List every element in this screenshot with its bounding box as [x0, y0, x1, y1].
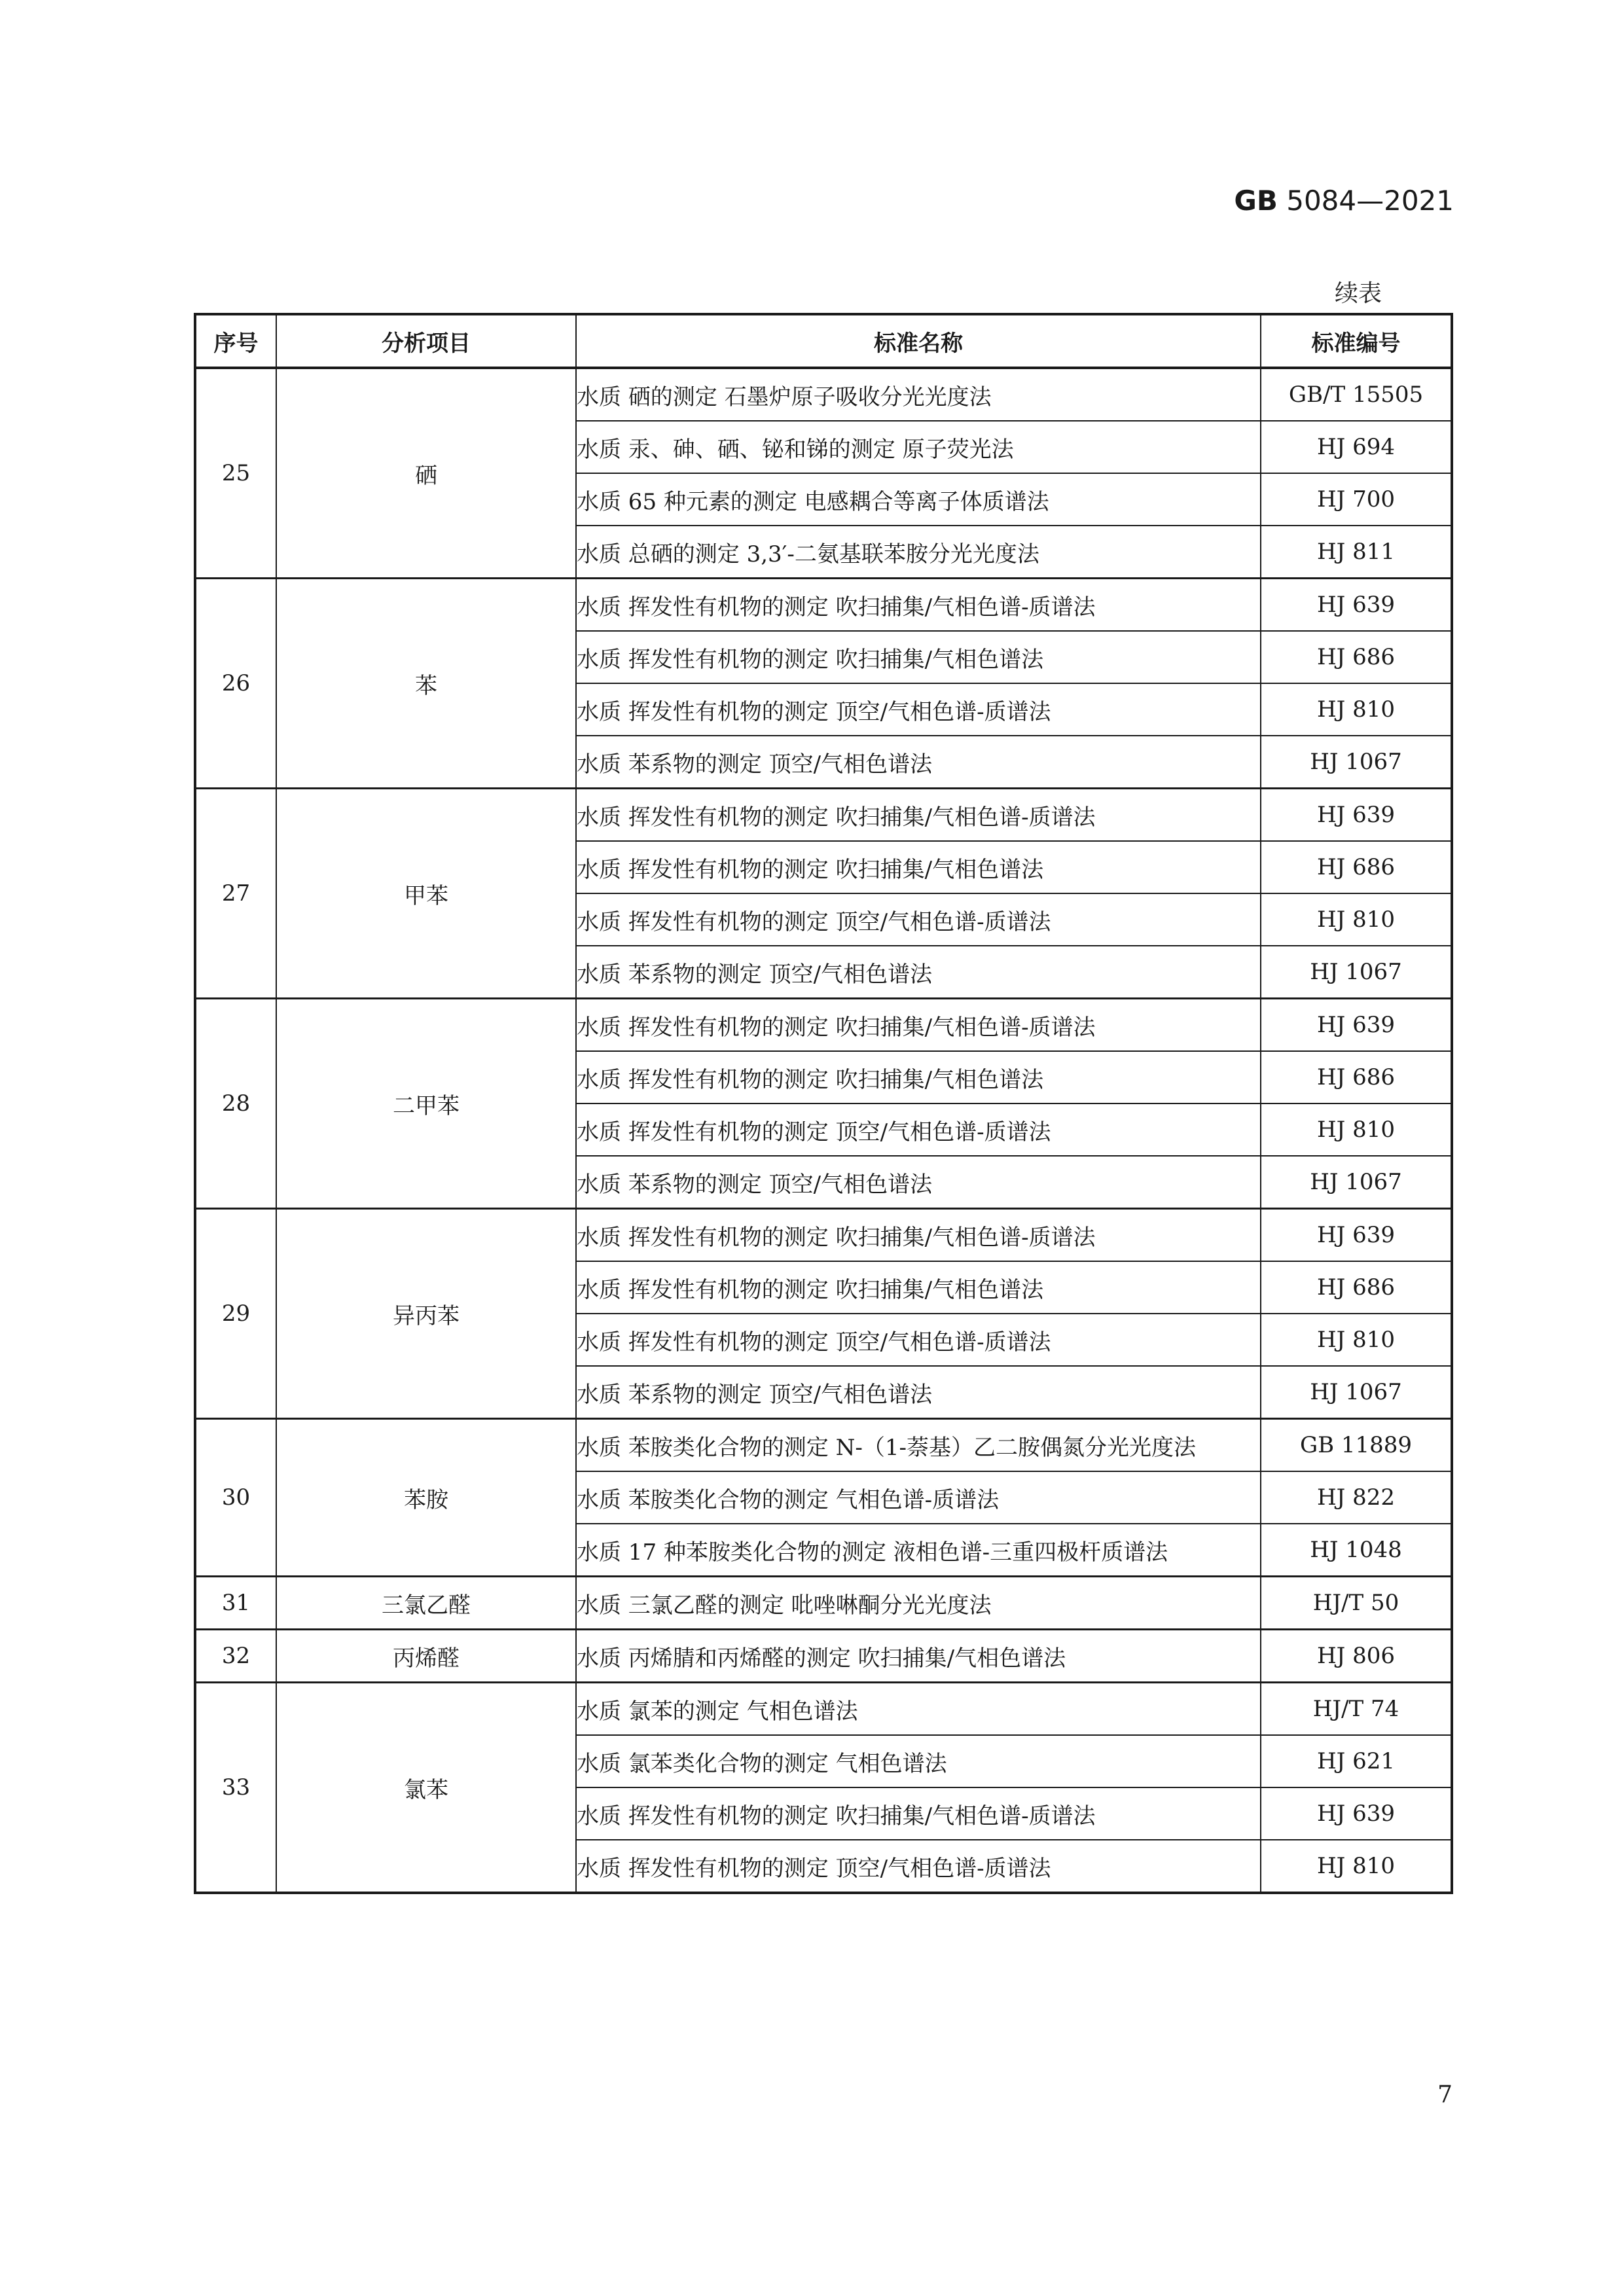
table-group — [195, 368, 1452, 579]
cell-standard-code: HJ 1067 — [1261, 1366, 1452, 1419]
cell-seq: 30 — [195, 1419, 276, 1577]
standard-prefix: GB — [1234, 185, 1278, 217]
cell-standard-name: 水质 氯苯的测定 气相色谱法 — [576, 1683, 1261, 1736]
table-row — [195, 579, 1452, 632]
cell-standard-code: HJ 1067 — [1261, 946, 1452, 999]
cell-analysis-item: 硒 — [276, 368, 576, 579]
cell-analysis-item: 异丙苯 — [276, 1209, 576, 1419]
cell-seq: 32 — [195, 1630, 276, 1683]
cell-analysis-item: 丙烯醛 — [276, 1630, 576, 1683]
cell-standard-name: 水质 苯胺类化合物的测定 N-（1-萘基）乙二胺偶氮分光光度法 — [576, 1419, 1261, 1472]
column-header-name: 标准名称 — [576, 314, 1261, 368]
cell-seq: 31 — [195, 1577, 276, 1630]
cell-standard-name: 水质 17 种苯胺类化合物的测定 液相色谱-三重四极杆质谱法 — [576, 1524, 1261, 1577]
cell-standard-code: HJ 1067 — [1261, 1156, 1452, 1209]
cell-standard-name: 水质 挥发性有机物的测定 吹扫捕集/气相色谱-质谱法 — [576, 789, 1261, 842]
cell-standard-name: 水质 苯系物的测定 顶空/气相色谱法 — [576, 736, 1261, 789]
cell-standard-name: 水质 苯系物的测定 顶空/气相色谱法 — [576, 1366, 1261, 1419]
cell-standard-name: 水质 挥发性有机物的测定 顶空/气相色谱-质谱法 — [576, 893, 1261, 946]
cell-seq: 26 — [195, 579, 276, 789]
cell-standard-name: 水质 汞、砷、硒、铋和锑的测定 原子荧光法 — [576, 421, 1261, 473]
cell-standard-name: 水质 三氯乙醛的测定 吡唑啉酮分光光度法 — [576, 1577, 1261, 1630]
cell-standard-code: HJ 686 — [1261, 631, 1452, 683]
cell-seq: 25 — [195, 368, 276, 579]
cell-standard-code: HJ 810 — [1261, 893, 1452, 946]
cell-standard-code: HJ/T 50 — [1261, 1577, 1452, 1630]
table-group — [195, 789, 1452, 999]
cell-analysis-item: 二甲苯 — [276, 999, 576, 1209]
cell-standard-name: 水质 苯系物的测定 顶空/气相色谱法 — [576, 946, 1261, 999]
standard-number: 5084—2021 — [1286, 185, 1454, 217]
cell-standard-name: 水质 65 种元素的测定 电感耦合等离子体质谱法 — [576, 473, 1261, 526]
table-group — [195, 1577, 1452, 1630]
cell-analysis-item: 苯 — [276, 579, 576, 789]
cell-standard-name: 水质 挥发性有机物的测定 吹扫捕集/气相色谱-质谱法 — [576, 999, 1261, 1052]
cell-seq: 33 — [195, 1683, 276, 1893]
cell-standard-name: 水质 挥发性有机物的测定 吹扫捕集/气相色谱-质谱法 — [576, 579, 1261, 632]
cell-standard-code: HJ 639 — [1261, 999, 1452, 1052]
cell-standard-name: 水质 挥发性有机物的测定 吹扫捕集/气相色谱法 — [576, 1261, 1261, 1314]
cell-standard-code: HJ 686 — [1261, 841, 1452, 893]
cell-standard-name: 水质 丙烯腈和丙烯醛的测定 吹扫捕集/气相色谱法 — [576, 1630, 1261, 1683]
standard-header — [1234, 185, 1454, 217]
cell-standard-code: HJ 639 — [1261, 789, 1452, 842]
continued-label: 续表 — [1334, 280, 1382, 307]
cell-standard-code: GB/T 15505 — [1261, 368, 1452, 421]
cell-standard-code: HJ 810 — [1261, 1103, 1452, 1156]
cell-standard-name: 水质 挥发性有机物的测定 顶空/气相色谱-质谱法 — [576, 1314, 1261, 1366]
cell-standard-name: 水质 苯胺类化合物的测定 气相色谱-质谱法 — [576, 1471, 1261, 1524]
table-group — [195, 1419, 1452, 1577]
column-header-item: 分析项目 — [276, 314, 576, 368]
cell-standard-code: GB 11889 — [1261, 1419, 1452, 1472]
table-row — [195, 1577, 1452, 1630]
cell-standard-code: HJ 806 — [1261, 1630, 1452, 1683]
cell-standard-code: HJ 1048 — [1261, 1524, 1452, 1577]
cell-standard-code: HJ 621 — [1261, 1735, 1452, 1787]
table-row — [195, 1419, 1452, 1472]
cell-standard-code: HJ 1067 — [1261, 736, 1452, 789]
table-group — [195, 1683, 1452, 1893]
cell-standard-name: 水质 总硒的测定 3,3′-二氨基联苯胺分光光度法 — [576, 526, 1261, 579]
table-row — [195, 1683, 1452, 1736]
cell-standard-name: 水质 氯苯类化合物的测定 气相色谱法 — [576, 1735, 1261, 1787]
cell-standard-code: HJ/T 74 — [1261, 1683, 1452, 1736]
cell-seq: 27 — [195, 789, 276, 999]
cell-standard-name: 水质 挥发性有机物的测定 吹扫捕集/气相色谱-质谱法 — [576, 1787, 1261, 1840]
table-row — [195, 1209, 1452, 1262]
cell-standard-code: HJ 700 — [1261, 473, 1452, 526]
cell-standard-name: 水质 挥发性有机物的测定 吹扫捕集/气相色谱法 — [576, 841, 1261, 893]
cell-standard-code: HJ 639 — [1261, 1787, 1452, 1840]
table-row — [195, 999, 1452, 1052]
cell-standard-code: HJ 822 — [1261, 1471, 1452, 1524]
cell-standard-code: HJ 810 — [1261, 683, 1452, 736]
cell-standard-name: 水质 挥发性有机物的测定 顶空/气相色谱-质谱法 — [576, 683, 1261, 736]
cell-standard-code: HJ 810 — [1261, 1314, 1452, 1366]
cell-analysis-item: 甲苯 — [276, 789, 576, 999]
cell-standard-code: HJ 639 — [1261, 579, 1452, 632]
cell-analysis-item: 三氯乙醛 — [276, 1577, 576, 1630]
cell-standard-name: 水质 挥发性有机物的测定 吹扫捕集/气相色谱法 — [576, 631, 1261, 683]
cell-standard-code: HJ 686 — [1261, 1051, 1452, 1103]
cell-standard-code: HJ 810 — [1261, 1840, 1452, 1893]
cell-standard-name: 水质 挥发性有机物的测定 吹扫捕集/气相色谱-质谱法 — [576, 1209, 1261, 1262]
cell-analysis-item: 氯苯 — [276, 1683, 576, 1893]
cell-standard-name: 水质 挥发性有机物的测定 顶空/气相色谱-质谱法 — [576, 1103, 1261, 1156]
cell-seq: 29 — [195, 1209, 276, 1419]
cell-standard-code: HJ 686 — [1261, 1261, 1452, 1314]
table-group — [195, 999, 1452, 1209]
cell-standard-code: HJ 639 — [1261, 1209, 1452, 1262]
standards-table — [194, 313, 1453, 1894]
table-row — [195, 1630, 1452, 1683]
cell-standard-name: 水质 挥发性有机物的测定 吹扫捕集/气相色谱法 — [576, 1051, 1261, 1103]
table-group — [195, 1630, 1452, 1683]
header-row — [195, 314, 1452, 368]
cell-seq: 28 — [195, 999, 276, 1209]
column-header-code: 标准编号 — [1261, 314, 1452, 368]
cell-analysis-item: 苯胺 — [276, 1419, 576, 1577]
cell-standard-code: HJ 811 — [1261, 526, 1452, 579]
page-number: 7 — [1437, 2081, 1453, 2108]
table-header — [195, 314, 1452, 368]
cell-standard-code: HJ 694 — [1261, 421, 1452, 473]
cell-standard-name: 水质 苯系物的测定 顶空/气相色谱法 — [576, 1156, 1261, 1209]
table-group — [195, 579, 1452, 789]
cell-standard-name: 水质 硒的测定 石墨炉原子吸收分光光度法 — [576, 368, 1261, 421]
table-group — [195, 1209, 1452, 1419]
column-header-seq: 序号 — [195, 314, 276, 368]
table-row — [195, 368, 1452, 421]
cell-standard-name: 水质 挥发性有机物的测定 顶空/气相色谱-质谱法 — [576, 1840, 1261, 1893]
table-row — [195, 789, 1452, 842]
